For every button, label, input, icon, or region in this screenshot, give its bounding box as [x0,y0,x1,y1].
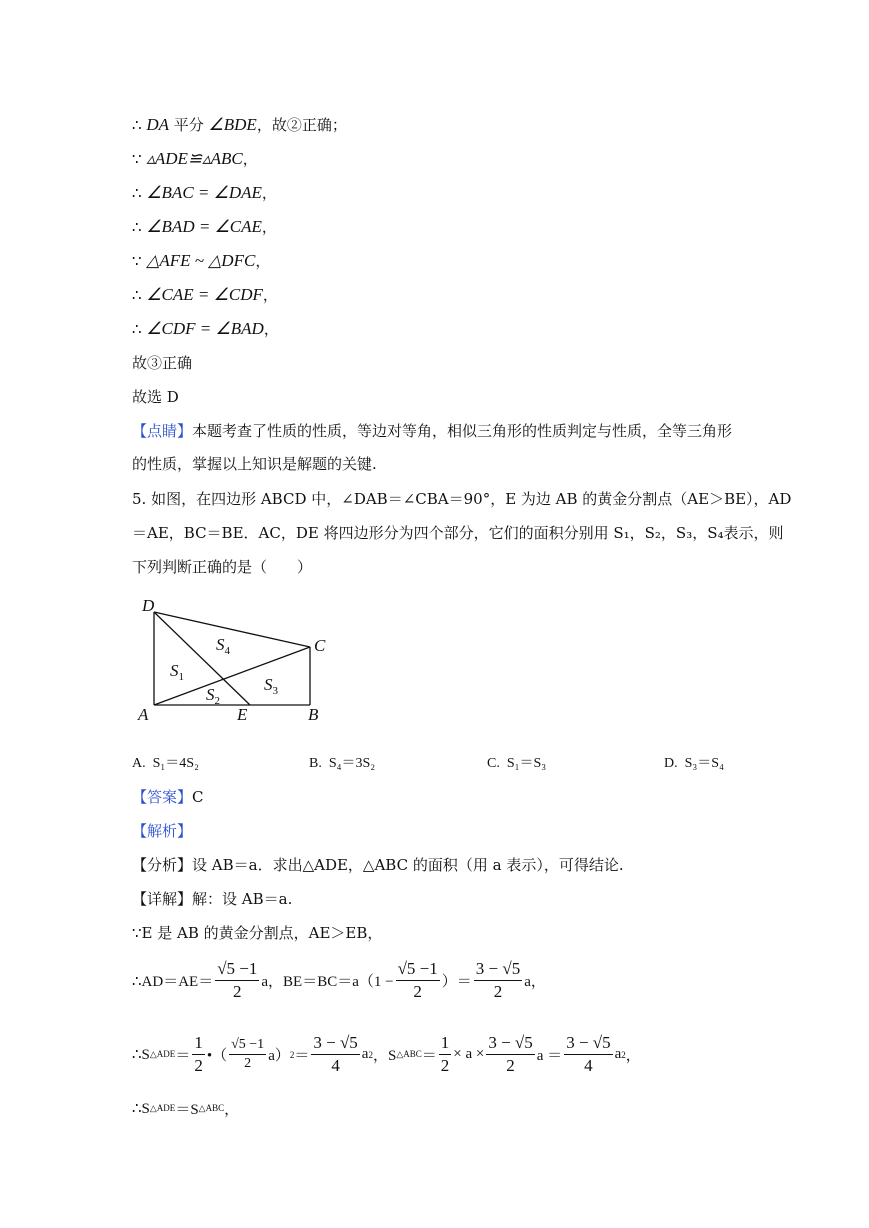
proof-m: ∠CAE = ∠CDF [146,285,263,304]
q5-line-1: 5. 如图，在四边形 ABCD 中，∠DAB＝∠CBA＝90°，E 为边 AB 的黄金分割点（AE＞BE），AD [132,490,792,508]
option-b[interactable]: B. S₄＝3S₂ [309,756,376,771]
label-s3: $S_3$ [264,675,278,697]
proof-post: ， [261,184,277,202]
detail-text: 解：设 AB＝a. [192,890,293,908]
proof-pre: ∵ [132,150,147,168]
proof-pre: ∴ [132,116,147,134]
proof-mid: 平分 [168,116,209,134]
proof-line [132,250,270,271]
diag-de [154,612,250,705]
proof-pre: ∴ [132,320,147,338]
proof-pre: ∵ [132,252,147,270]
proof-m2: ∠BDE [208,115,257,134]
comment-text-2: 的性质，掌握以上知识是解题的关键. [132,455,377,473]
comment-label: 【点睛】 [132,422,193,440]
proof-m: ▵ADE≌▵ABC [146,149,243,168]
proof-line [132,284,278,305]
proof-line [132,182,277,203]
analysis-label: 【分析】 [132,856,193,874]
option-a[interactable]: A. S₁＝4S₂ [132,756,199,771]
detail [132,888,292,909]
conclusion-3: 故③正确 [132,354,193,372]
q5-line-3: 下列判断正确的是（ ） [132,558,313,576]
label-b: B [308,705,319,724]
proof-m: ∠CDF = ∠BAD [146,319,264,338]
proof-m: ∠BAC = ∠DAE [146,183,262,202]
analysis-heading: 【解析】 [132,822,193,840]
equation-2: ∴S △ADE ＝ $\frac{1}{2}$ •（ $\frac{√5 -1}{2}$ a） 2 ＝ $\frac{3 - √5}{4}$ a 2 ，S △ABC ＝ $\frac{1}{2}$ × a × $\frac{3 - √5}{2}$ a ＝ $\frac{3 - √5}{4}$ a 2 ， [132,1033,641,1075]
label-c: C [314,636,326,655]
proof-pre: ∴ [132,218,147,236]
option-c[interactable]: C. S₁＝S₃ [487,756,547,771]
label-a: A [138,705,149,724]
proof-post: ，故②正确； [256,116,347,134]
proof-m: DA [146,115,169,134]
proof-m: △AFE ~ △DFC [146,251,256,270]
proof-line [132,114,347,135]
because-line: ∵E 是 AB 的黄金分割点，AE＞EB， [132,924,383,942]
proof-post: ， [261,218,277,236]
option-d[interactable]: D. S₃＝S₄ [664,756,724,771]
proof-pre: ∴ [132,184,147,202]
answer-label: 【答案】 [132,788,193,806]
proof-line [132,318,279,339]
proof-post: ， [262,286,278,304]
answer-value: C [192,788,204,806]
proof-m: ∠BAD = ∠CAE [146,217,262,236]
q5-line-2: ＝AE，BC＝BE．AC，DE 将四边形分为四个部分，它们的面积分别用 S₁，S₂，S₃，S₄表示，则 [132,524,784,542]
edge-dc [154,612,310,647]
quadrilateral-figure [132,590,332,730]
comment-text-1: 本题考查了性质的性质，等边对等角，相似三角形的性质判定与性质，全等三角形 [192,422,733,440]
equation-1: ∴AD＝AE＝ $\frac{√5 -1}{2}$ a，BE＝BC＝a（1 − $\frac{√5 -1}{2}$ ）＝ $\frac{3 - √5}{2}$ a， [132,959,546,1001]
detail-label: 【详解】 [132,890,193,908]
proof-line [132,148,258,169]
label-s1: $S_1$ [170,661,184,683]
proof-post: ， [255,252,271,270]
label-d: D [142,596,155,615]
answer [132,786,204,807]
proof-post: ， [242,150,258,168]
proof-line [132,216,277,237]
comment [132,420,732,441]
analysis [132,854,624,875]
analysis-text: 设 AB＝a．求出△ADE，△ABC 的面积（用 a 表示），可得结论. [192,856,624,874]
proof-pre: ∴ [132,286,147,304]
choice-d: 故选 D [132,388,179,406]
equation-3: ∴S △ADE ＝S △ABC ， [132,1101,240,1118]
label-s2: $S_2$ [206,685,220,707]
label-s4: $S_4$ [216,635,230,657]
label-e: E [237,705,248,724]
proof-post: ， [263,320,279,338]
